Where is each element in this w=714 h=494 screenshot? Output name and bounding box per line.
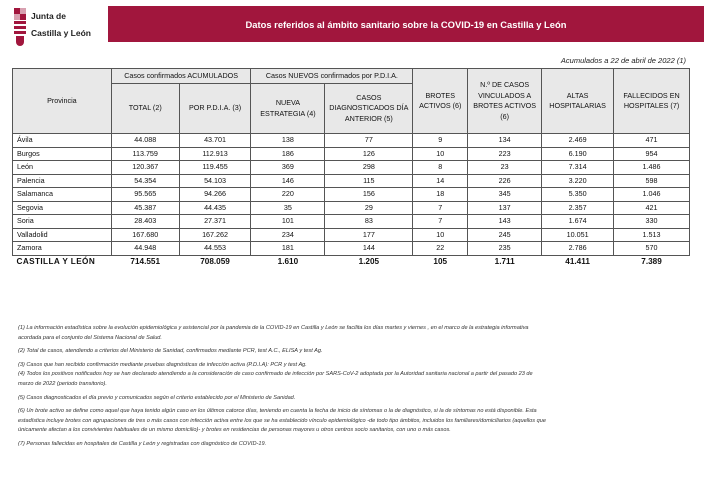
cell-fallecidos: 421 bbox=[614, 201, 690, 215]
cell-vinculados: 143 bbox=[468, 215, 542, 229]
cell-pdia: 94.266 bbox=[179, 188, 251, 202]
cell-vinculados: 235 bbox=[468, 242, 542, 256]
cell-nueva-estrategia: 220 bbox=[251, 188, 325, 202]
table-row bbox=[13, 215, 690, 229]
cell-vinculados: 134 bbox=[468, 134, 542, 148]
cell-pdia: 43.701 bbox=[179, 134, 251, 148]
total-nueva-estrategia: 1.610 bbox=[277, 257, 299, 267]
header-diagnosticados: CASOS DIAGNOSTICADOS DÍA ANTERIOR (5) bbox=[325, 84, 413, 134]
cell-provincia: Salamanca bbox=[13, 188, 112, 202]
cell-diagnosticados: 77 bbox=[325, 134, 413, 148]
table-row bbox=[13, 161, 690, 175]
cell-altas: 1.674 bbox=[542, 215, 614, 229]
cell-nueva-estrategia: 146 bbox=[251, 174, 325, 188]
cell-diagnosticados: 115 bbox=[325, 174, 413, 188]
total-total: 714.551 bbox=[130, 257, 161, 267]
cell-pdia: 54.103 bbox=[179, 174, 251, 188]
cell-nueva-estrategia: 234 bbox=[251, 228, 325, 242]
cell-provincia: Segovia bbox=[13, 201, 112, 215]
note-7: (7) Personas fallecidas en hospitales de Castilla y León y registradas con diagnóstico de COVID-19. bbox=[18, 440, 267, 447]
cell-pdia: 167.262 bbox=[179, 228, 251, 242]
note-1b: acordada para el conjunto del Sistema Nacional de Salud. bbox=[18, 334, 162, 341]
cell-altas: 7.314 bbox=[542, 161, 614, 175]
cell-pdia: 27.371 bbox=[179, 215, 251, 229]
total-brotes: 105 bbox=[433, 257, 448, 267]
cell-pdia: 44.553 bbox=[179, 242, 251, 256]
covid-data-table bbox=[12, 68, 690, 269]
cell-brotes: 10 bbox=[413, 228, 468, 242]
table-row bbox=[13, 134, 690, 148]
cell-altas: 2.786 bbox=[542, 242, 614, 256]
cell-total: 120.367 bbox=[111, 161, 179, 175]
cell-nueva-estrategia: 181 bbox=[251, 242, 325, 256]
cell-brotes: 9 bbox=[413, 134, 468, 148]
cell-fallecidos: 598 bbox=[614, 174, 690, 188]
header-fallecidos: FALLECIDOS EN HOSPITALES (7) bbox=[614, 69, 690, 134]
header-brotes: BROTES ACTIVOS (6) bbox=[413, 69, 468, 134]
logo-line-1: Junta de bbox=[31, 11, 66, 21]
table-row bbox=[13, 174, 690, 188]
footnotes bbox=[18, 324, 690, 450]
cell-nueva-estrategia: 101 bbox=[251, 215, 325, 229]
total-row bbox=[13, 255, 690, 269]
note-6c: únicamente afectan a los convivientes habituales de un mismo domicilio)- y brotes en residencias de personas mayores u otros centros socio sanitarios, con uno o más casos. bbox=[18, 427, 451, 434]
table-row bbox=[13, 188, 690, 202]
cell-fallecidos: 330 bbox=[614, 215, 690, 229]
total-altas: 41.411 bbox=[565, 257, 590, 267]
cell-altas: 2.357 bbox=[542, 201, 614, 215]
cell-total: 45.387 bbox=[111, 201, 179, 215]
cell-vinculados: 245 bbox=[468, 228, 542, 242]
cell-provincia: Palencia bbox=[13, 174, 112, 188]
cell-brotes: 22 bbox=[413, 242, 468, 256]
cell-vinculados: 226 bbox=[468, 174, 542, 188]
cell-total: 113.759 bbox=[111, 147, 179, 161]
cell-diagnosticados: 177 bbox=[325, 228, 413, 242]
table-row bbox=[13, 147, 690, 161]
cell-total: 167.680 bbox=[111, 228, 179, 242]
note-1a: (1) La información estadística sobre la evolución epidemiológica y asistencial por la pandemia de la COVID-19 en Castilla y León se facilita los días martes y viernes , en el marco de la estrategia informativa bbox=[18, 325, 529, 331]
cell-fallecidos: 1.046 bbox=[614, 188, 690, 202]
cell-brotes: 7 bbox=[413, 201, 468, 215]
cell-total: 54.354 bbox=[111, 174, 179, 188]
page-title-banner bbox=[108, 6, 704, 42]
cell-provincia: León bbox=[13, 161, 112, 175]
cell-fallecidos: 1.486 bbox=[614, 161, 690, 175]
total-provincia: CASTILLA Y LEÓN bbox=[16, 257, 96, 267]
cell-altas: 6.190 bbox=[542, 147, 614, 161]
cell-provincia: Burgos bbox=[13, 147, 112, 161]
cell-diagnosticados: 83 bbox=[325, 215, 413, 229]
accumulated-date: Acumulados a 22 de abril de 2022 (1) bbox=[560, 56, 686, 65]
cell-fallecidos: 954 bbox=[614, 147, 690, 161]
cell-vinculados: 23 bbox=[468, 161, 542, 175]
total-pdia: 708.059 bbox=[200, 257, 230, 267]
cell-total: 28.403 bbox=[111, 215, 179, 229]
cell-pdia: 119.455 bbox=[179, 161, 251, 175]
cell-altas: 3.220 bbox=[542, 174, 614, 188]
cell-fallecidos: 471 bbox=[614, 134, 690, 148]
cell-nueva-estrategia: 35 bbox=[251, 201, 325, 215]
cell-altas: 5.350 bbox=[542, 188, 614, 202]
cell-provincia: Valladolid bbox=[13, 228, 112, 242]
cell-nueva-estrategia: 138 bbox=[251, 134, 325, 148]
junta-logo bbox=[10, 6, 91, 48]
cell-vinculados: 345 bbox=[468, 188, 542, 202]
cell-fallecidos: 1.513 bbox=[614, 228, 690, 242]
cell-fallecidos: 570 bbox=[614, 242, 690, 256]
cell-diagnosticados: 156 bbox=[325, 188, 413, 202]
note-6b: estadística incluye brotes con agrupaciones de tres o más casos con infección activa entre los que se ha establecido vínculo epidemiológico -de todo tipo ámbitos, incluidos los familiares/domiciliarios (aquellos que bbox=[18, 417, 546, 424]
header-group-nuevos: Casos NUEVOS confirmados por P.D.I.A. bbox=[251, 69, 413, 84]
page-title: Datos referidos al ámbito sanitario sobre la COVID-19 en Castilla y León bbox=[245, 18, 567, 30]
cell-altas: 10.051 bbox=[542, 228, 614, 242]
cell-nueva-estrategia: 186 bbox=[251, 147, 325, 161]
table-row bbox=[13, 242, 690, 256]
header-altas: ALTAS HOSPITALARIAS bbox=[542, 69, 614, 134]
logo-line-2: Castilla y León bbox=[31, 28, 91, 38]
header-vinculados: N.º DE CASOS VINCULADOS A BROTES ACTIVOS (6) bbox=[468, 69, 542, 134]
cell-brotes: 7 bbox=[413, 215, 468, 229]
cell-brotes: 18 bbox=[413, 188, 468, 202]
note-4a: (4) Todos los positivos notificados hoy se han declarado atendiendo a la consideración de caso confirmado de infección por SARS-CoV-2 adoptada por la Autoridad sanitaria nacional a partir del pasado 23 de bbox=[18, 371, 533, 378]
header-pdia: POR P.D.I.A. (3) bbox=[179, 84, 251, 134]
header-group-acumulados: Casos confirmados ACUMULADOS bbox=[111, 69, 251, 84]
cell-diagnosticados: 29 bbox=[325, 201, 413, 215]
cell-total: 44.948 bbox=[111, 242, 179, 256]
cell-altas: 2.469 bbox=[542, 134, 614, 148]
cell-provincia: Soria bbox=[13, 215, 112, 229]
note-4b: marzo de 2022 (periodo transitorio). bbox=[18, 380, 107, 387]
note-5: (5) Casos diagnosticados el día previo y comunicados según el criterio establecido por el Ministerio de Sanidad. bbox=[18, 394, 296, 401]
header-total: TOTAL (2) bbox=[111, 84, 179, 134]
cell-pdia: 44.435 bbox=[179, 201, 251, 215]
cell-total: 95.565 bbox=[111, 188, 179, 202]
cell-provincia: Ávila bbox=[13, 134, 112, 148]
cell-nueva-estrategia: 369 bbox=[251, 161, 325, 175]
total-diagnosticados: 1.205 bbox=[358, 257, 380, 267]
cell-diagnosticados: 144 bbox=[325, 242, 413, 256]
total-vinculados: 1.711 bbox=[494, 257, 515, 267]
cell-diagnosticados: 298 bbox=[325, 161, 413, 175]
header-nueva-estrategia: NUEVA ESTRATEGIA (4) bbox=[251, 84, 325, 134]
note-3: (3) Casos que han recibido confirmación mediante pruebas diagnósticas de infección activa (P.D.I.A): PCR y test Ag. bbox=[18, 361, 307, 368]
cell-brotes: 10 bbox=[413, 147, 468, 161]
header-provincia: Provincia bbox=[13, 69, 112, 134]
cell-provincia: Zamora bbox=[13, 242, 112, 256]
table-row bbox=[13, 201, 690, 215]
cell-brotes: 14 bbox=[413, 174, 468, 188]
cell-diagnosticados: 126 bbox=[325, 147, 413, 161]
coat-of-arms-icon bbox=[14, 8, 27, 46]
note-6a: (6) Un brote activo se define como aquel que haya tenido algún caso en los últimos catorce días, teniendo en cuenta la fecha de inicio de síntomas o la de diagnóstico, si la de síntomas no está disponible. Esta bbox=[18, 408, 537, 415]
cell-pdia: 112.913 bbox=[179, 147, 251, 161]
note-2: (2) Total de casos, atendiendo a criterios del Ministerio de Sanidad, confirmados mediante PCR, test A.C., ELISA y test Ag. bbox=[18, 348, 323, 355]
table-row bbox=[13, 228, 690, 242]
cell-brotes: 8 bbox=[413, 161, 468, 175]
cell-vinculados: 223 bbox=[468, 147, 542, 161]
total-fallecidos: 7.389 bbox=[641, 257, 662, 267]
cell-total: 44.088 bbox=[111, 134, 179, 148]
cell-vinculados: 137 bbox=[468, 201, 542, 215]
